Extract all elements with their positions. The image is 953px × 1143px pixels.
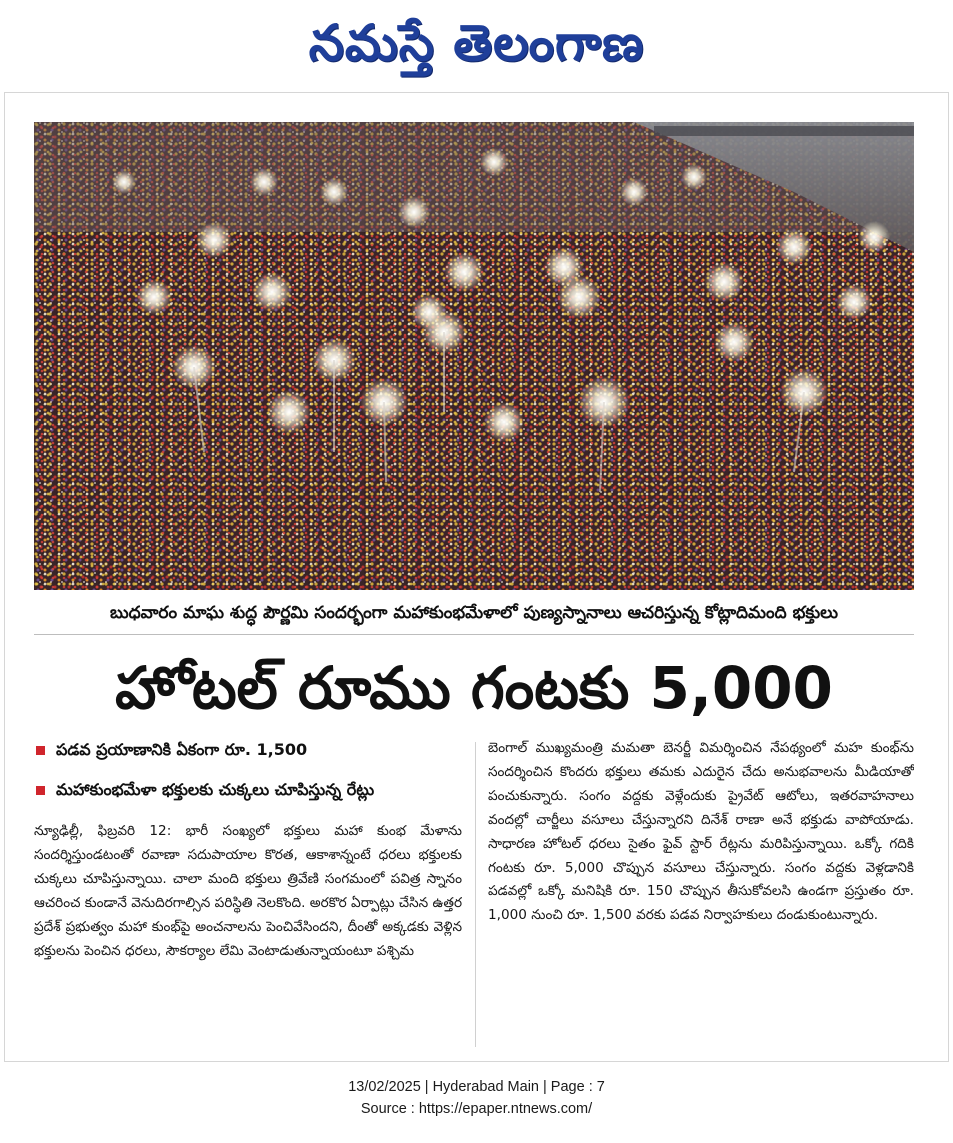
masthead: [0, 6, 953, 80]
subheadline-list: [34, 736, 464, 816]
article-body-left-column: న్యూఢిల్లీ, ఫిబ్రవరి 12: భారీ సంఖ్యలో భక్తులు మహా కుంభ మేళాను సందర్శిస్తుండటంతో రవాణా సదుపాయాల కొరత, ఆకాశాన్నంటే ధరలు భక్తులకు చుక్కలు చూపిస్తున్నాయి. చాలా మంది భక్తులు త్రివేణి సంగమంలో పవిత్ర స్నానం ఆచరించ కుండానే వెనుదిరగాల్సిన పరిస్థితి నెలకొంది. అరకొర ఏర్పాట్లు చేసిన ఉత్తర ప్రదేశ్ ప్రభుత్వం మహా కుంభ్‌పై అంచనాలను పెంచివేసిందని, దీంతో అక్కడకు వెళ్లిన భక్తులను పెంచిన ధరలు, సౌకర్యాల లేమి వెంటాడుతున్నాయంటూ పశ్చిమ: [34, 823, 462, 959]
article-body-right-column: బెంగాల్ ముఖ్యమంత్రి మమతా బెనర్జీ విమర్శించిన నేపథ్యంలో మహ కుంభ్‌ను సందర్శించిన కొందరు భక్తులు తమకు ఎదురైన చేదు అనుభవాలను మీడియాతో పంచుకున్నారు. సంగం వద్దకు వెళ్లేందుకు ప్రైవేట్ ఆటోలు, ఇతరవాహనాలు వందల్లో చార్జీలు వసూలు చేస్తున్నారని దినేశ్ రాణా అనే భక్తుడు వాపోయాడు. సాధారణ హోటల్ ధరలు సైతం ఫైవ్ స్టార్ రేట్లను మరిపిస్తున్నాయి. ఒక్కో గదికి గంటకు రూ. 5,000 చొప్పున వసూలు చేస్తున్నారు. సంగం వద్దకు వెళ్లడానికి పడవల్లో ఒక్కో మనిషికి రూ. 150 చొప్పున తీసుకోవలసి ఉండగా ప్రస్తుతం రూ. 1,000 నుంచి రూ. 1,500 వరకు పడవ నిర్వాహకులు దండుకుంటున్నారు.: [488, 740, 914, 924]
page-footer: [0, 1076, 953, 1120]
caption-divider: [34, 634, 914, 635]
headline: హోటల్ రూము గంటకు 5,000: [115, 654, 833, 722]
bullet-icon: [36, 786, 45, 795]
subheadline-item: [34, 736, 464, 776]
subheadline-text: పడవ ప్రయాణానికి ఏకంగా రూ. 1,500: [56, 740, 308, 759]
subheadline-text: మహాకుంభమేళా భక్తులకు చుక్కలు చూపిస్తున్న రేట్లు: [56, 780, 375, 799]
source-link[interactable]: Source : https://epaper.ntnews.com/: [360, 1101, 593, 1117]
photo-caption: బుధవారం మాఘ శుద్ధ పౌర్ణమి సందర్భంగా మహాకుంభమేళాలో పుణ్యస్నానాలు ఆచరిస్తున్న కోట్లాదిమంది భక్తులు: [109, 603, 839, 623]
subheadline-item: [34, 776, 464, 816]
newspaper-logo: నమస్తే తెలంగాణ: [308, 13, 645, 72]
column-divider: [475, 742, 476, 1047]
crowd-photo-illustration: [34, 122, 914, 590]
edition-info: 13/02/2025 | Hyderabad Main | Page : 7: [348, 1079, 605, 1095]
bullet-icon: [36, 746, 45, 755]
news-photo: [34, 122, 914, 590]
